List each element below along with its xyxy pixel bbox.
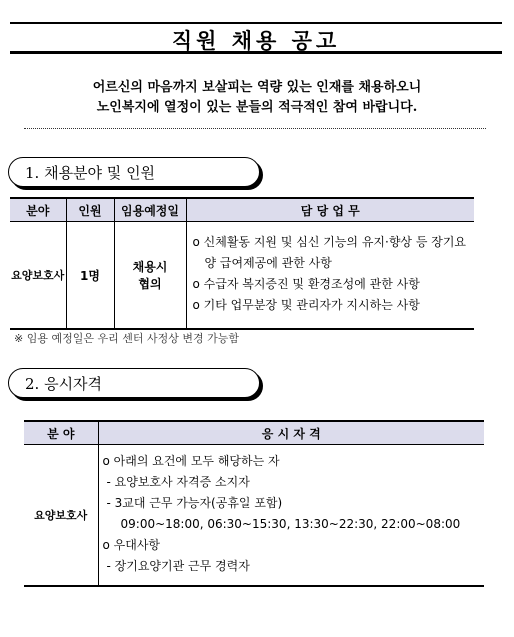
qualification-header-row [24,421,484,445]
header-count: 인원 [66,198,114,222]
intro-line-2: 노인복지에 열정이 있는 분들의 적극적인 참여 바랍니다. [96,100,418,115]
title-banner [10,22,502,54]
title-bottom-rule [10,51,502,54]
recruitment-header-row [10,198,474,222]
requirement-title: o 아래의 요건에 모두 해당하는 자 [102,454,280,468]
header-field: 분야 [10,198,66,222]
count-cell: 1명 [66,222,114,330]
header-field: 분 야 [24,421,98,445]
duty-item: o 신체활동 지원 및 심신 기능의 유지·향상 등 장기요양 급여제공에 관한 사항 [192,235,467,270]
qualification-cell [98,445,484,587]
section-1-heading [8,157,260,187]
section-1-heading-text: 1. 채용분야 및 인원 [25,164,156,182]
intro-text [0,78,514,118]
section-2-heading [8,368,260,398]
header-duties: 담 당 업 무 [186,198,474,222]
shift-times: 09:00~18:00, 06:30~15:30, 13:30~22:30, 22:00~08:00 [120,517,461,531]
duty-item: o 수급자 복지증진 및 환경조성에 관한 사항 [192,277,420,291]
dotted-divider [24,128,486,129]
header-date: 임용예정일 [114,198,186,222]
page-title: 직원 채용 공고 [171,28,341,53]
preference-title: o 우대사항 [102,538,161,552]
date-cell [114,222,186,330]
requirement-item: - 3교대 근무 가능자(공휴일 포함) [106,496,283,510]
section-2-heading-text: 2. 응시자격 [25,375,103,393]
field-cell: 요양보호사 [24,445,98,587]
qualification-table [24,420,484,587]
intro-line-1: 어르신의 마음까지 보살피는 역량 있는 인재를 채용하오니 [92,80,422,95]
date-line-2: 협의 [138,277,162,291]
preference-item: - 장기요양기관 근무 경력자 [106,559,250,573]
title-top-rule [10,22,502,24]
duty-item: o 기타 업무분장 및 관리자가 지시하는 사항 [192,298,420,312]
date-note: ※ 임용 예정일은 우리 센터 사정상 변경 가능함 [14,332,239,345]
duties-cell [186,222,474,330]
table-row [10,222,474,330]
recruitment-table [10,197,474,330]
date-line-1: 채용시 [132,260,168,274]
table-row [24,445,484,587]
header-qualification: 응 시 자 격 [98,421,484,445]
requirement-item: - 요양보호사 자격증 소지자 [106,475,250,489]
field-cell: 요양보호사 [10,222,66,330]
